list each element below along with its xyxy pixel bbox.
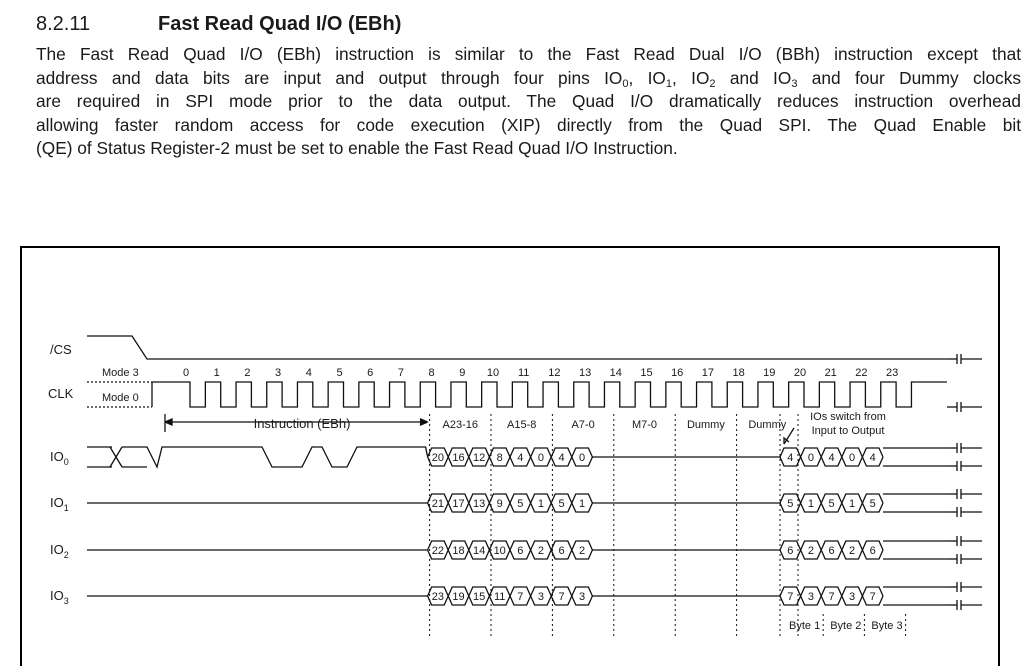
io-address-cell-value: 14 <box>472 545 486 557</box>
io-data-cell-value: 6 <box>787 545 794 557</box>
clock-number: 20 <box>793 367 807 379</box>
io-data-cell-value: 5 <box>787 498 794 510</box>
io-signal-label: $IO_2$ <box>50 542 69 560</box>
io-address-cell-value: 0 <box>579 452 586 464</box>
timing-diagram-canvas <box>22 248 1002 668</box>
paragraph-line: address and data bits are input and output through four pins $IO_0$, $IO_1$, $IO_2$ and $IO_3$ and four Dummy clocks <box>36 67 1021 90</box>
instruction-label: Instruction (EBh) <box>253 416 351 431</box>
io-address-cell-value: 10 <box>493 545 506 557</box>
clk-signal-label: CLK <box>48 386 74 401</box>
io-data-cell-value: 7 <box>787 591 794 603</box>
clock-number: 21 <box>824 367 837 379</box>
io-address-cell-value: 0 <box>537 452 544 464</box>
io-address-cell-value: 16 <box>452 452 465 464</box>
clock-number: 12 <box>548 367 561 379</box>
io-address-cell-value: 6 <box>517 545 524 557</box>
paragraph-line: (QE) of Status Register-2 must be set to enable the Fast Read Quad I/O Instruction. <box>36 138 678 159</box>
io-address-cell-value: 11 <box>493 591 506 603</box>
io-address-cell-value: 20 <box>431 452 445 464</box>
io-address-cell-value: 1 <box>537 498 544 510</box>
clock-number: 6 <box>367 367 374 379</box>
cs-signal-label: /CS <box>50 342 72 357</box>
io-data-cell-value: 0 <box>849 452 856 464</box>
clock-number: 11 <box>517 367 530 379</box>
io-address-cell-value: 19 <box>452 591 465 603</box>
section-number: 8.2.11 <box>36 13 91 35</box>
clock-number: 19 <box>763 367 776 379</box>
io-address-cell-value: 5 <box>517 498 524 510</box>
io-data-cell-value: 7 <box>869 591 876 603</box>
byte-label: Byte 2 <box>830 620 862 632</box>
mode3-label: Mode 3 <box>102 367 139 379</box>
clock-number: 7 <box>397 367 404 379</box>
io-address-cell-value: 6 <box>558 545 565 557</box>
byte-label: Byte 1 <box>789 620 821 632</box>
io-data-cell-value: 0 <box>807 452 814 464</box>
io0-instruction-wave <box>122 447 428 467</box>
io-address-cell-value: 5 <box>558 498 565 510</box>
clock-number: 2 <box>244 367 251 379</box>
io-data-cell-value: 4 <box>828 452 835 464</box>
clk-waveform <box>152 382 947 407</box>
clock-number: 9 <box>459 367 466 379</box>
clock-number: 15 <box>640 367 653 379</box>
clock-number: 14 <box>609 367 622 379</box>
section-title: Fast Read Quad I/O (EBh) <box>158 13 402 35</box>
cs-waveform <box>87 336 947 359</box>
clock-number: 3 <box>275 367 282 379</box>
io-address-cell-value: 9 <box>496 498 503 510</box>
io-address-cell-value: 7 <box>558 591 565 603</box>
io-data-cell-value: 4 <box>787 452 794 464</box>
io-address-cell-value: 17 <box>452 498 465 510</box>
io-address-cell-value: 21 <box>431 498 445 510</box>
phase-label: A7-0 <box>571 419 595 431</box>
io-data-cell-value: 7 <box>828 591 835 603</box>
io-data-cell-value: 1 <box>807 498 814 510</box>
mode0-label: Mode 0 <box>102 392 139 404</box>
io-signal-label: $IO_0$ <box>50 449 69 467</box>
io-address-cell-value: 18 <box>452 545 465 557</box>
clock-number: 13 <box>578 367 592 379</box>
io-address-cell-value: 15 <box>472 591 486 603</box>
io-address-cell-value: 2 <box>537 545 544 557</box>
clock-number: 16 <box>671 367 684 379</box>
switch-note-line2: Input to Output <box>811 425 885 437</box>
io-data-cell-value: 1 <box>849 498 856 510</box>
io-data-cell-value: 2 <box>849 545 856 557</box>
io-address-cell-value: 4 <box>558 452 565 464</box>
io-address-cell-value: 12 <box>472 452 486 464</box>
io-address-cell-value: 3 <box>579 591 586 603</box>
clock-number: 4 <box>305 367 312 379</box>
clock-number: 8 <box>428 367 435 379</box>
clock-number: 22 <box>855 367 868 379</box>
io-address-cell-value: 23 <box>431 591 445 603</box>
clock-number: 0 <box>182 367 190 379</box>
io-signal-label: $IO_3$ <box>50 588 69 606</box>
io-address-cell-value: 8 <box>496 452 503 464</box>
clock-number: 10 <box>486 367 500 379</box>
timing-diagram <box>20 246 1000 666</box>
clock-number: 17 <box>701 367 715 379</box>
io-data-cell-value: 4 <box>869 452 876 464</box>
io-data-cell-value: 5 <box>869 498 876 510</box>
switch-note-line1: IOs switch from <box>810 411 886 423</box>
paragraph-line: allowing faster random access for code execution (XIP) directly from the Quad SPI. The Quad Enable bit <box>36 114 1021 135</box>
io-address-cell-value: 3 <box>537 591 544 603</box>
phase-label: Dummy <box>686 419 725 431</box>
byte-label: Byte 3 <box>871 620 903 632</box>
io-address-cell-value: 1 <box>579 498 586 510</box>
io-data-cell-value: 6 <box>828 545 835 557</box>
io-address-cell-value: 22 <box>431 545 445 557</box>
clock-number: 5 <box>336 367 343 379</box>
io-address-cell-value: 4 <box>517 452 524 464</box>
instruction-arrow-head <box>165 419 172 425</box>
io-data-cell-value: 3 <box>849 591 856 603</box>
phase-label: A23-16 <box>442 419 479 431</box>
io-signal-label: $IO_1$ <box>50 495 69 513</box>
phase-label: M7-0 <box>631 419 658 431</box>
instruction-arrow-head <box>421 419 428 425</box>
io-address-cell-value: 7 <box>517 591 524 603</box>
io-data-cell-value: 2 <box>807 545 814 557</box>
clock-number: 1 <box>213 367 220 379</box>
io-address-cell-value: 13 <box>472 498 486 510</box>
io-data-cell-value: 3 <box>807 591 814 603</box>
description-paragraph <box>36 43 1021 161</box>
io-data-cell-value: 5 <box>828 498 835 510</box>
io-data-cell-value: 6 <box>869 545 876 557</box>
clock-number: 18 <box>732 367 745 379</box>
paragraph-line: The Fast Read Quad I/O (EBh) instruction is similar to the Fast Read Dual I/O (BBh) instruction except that <box>36 44 1021 64</box>
phase-label: Dummy <box>748 419 787 431</box>
phase-label: A15-8 <box>507 419 537 431</box>
paragraph-line: are required in SPI mode prior to the data output. The Quad I/O dramatically reduces instruction overhead <box>36 91 1021 112</box>
clock-number: 23 <box>885 367 899 379</box>
io-address-cell-value: 2 <box>579 545 586 557</box>
